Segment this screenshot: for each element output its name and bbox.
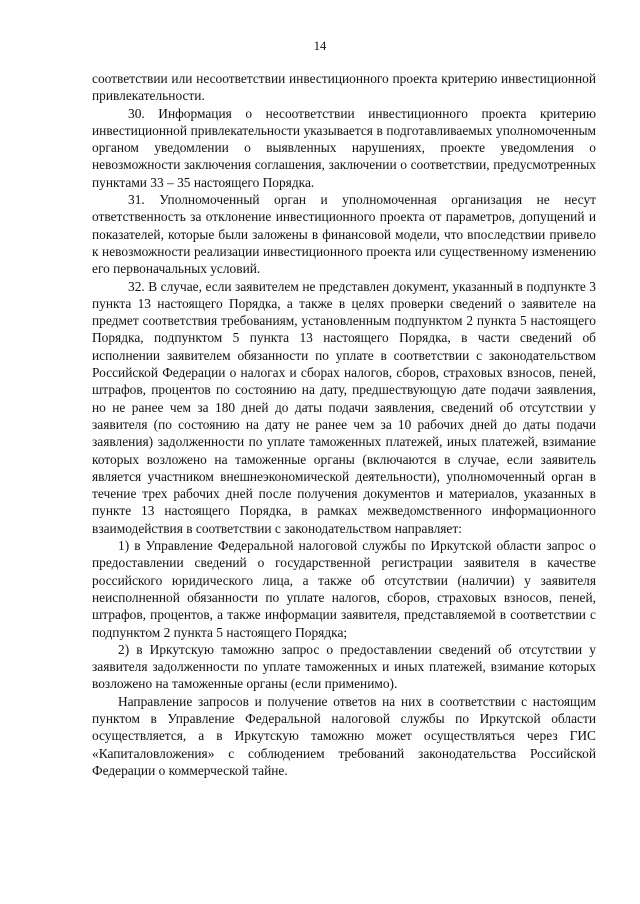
document-body [92, 70, 596, 779]
page-number: 14 [313, 39, 327, 53]
paragraph-requests: Направление запросов и получение ответов на них в соответствии с настоящим пунктом в Управление Федеральной налоговой службы по Иркутской области осуществляется, а в Иркутскую таможню может осуществляться через ГИС «Капиталовложения» с соблюдением требований законодательства Российской Федерации о коммерческой тайне. [92, 693, 596, 778]
subparagraph-2: 2) в Иркутскую таможню запрос о предоставлении сведений об отсутствии у заявителя задолженности по уплате таможенных и иных платежей, взимание которых возложено на таможенные органы (если применимо). [92, 641, 596, 692]
paragraph-continuation: соответствии или несоответствии инвестиционного проекта критерию инвестиционной привлекательности. [92, 71, 596, 104]
paragraph-30: 30. Информация о несоответствии инвестиционного проекта критерию инвестиционной привлекательности указывается в подготавливаемых уполномоченным органом уведомлении о выявленных нарушениях, проекте уведомления о невозможности заключения соглашения, заключении о соответствии, предусмотренных пунктами 33 – 35 настоящего Порядка. [92, 105, 596, 190]
paragraph-31: 31. Уполномоченный орган и уполномоченная организация не несут ответственность за отклонение инвестиционного проекта от параметров, допущений и показателей, которые были заложены в финансовой модели, что впоследствии привело к невозможности реализации инвестиционного проекта или существенному изменению его первоначальных условий. [92, 192, 596, 277]
subparagraph-1: 1) в Управление Федеральной налоговой службы по Иркутской области запрос о предоставлении сведений о государственной регистрации заявителя в качестве российского юридического лица, а также об отсутствии (наличии) у заявителя неисполненной обязанности по уплате налогов, сборов, страховых взносов, пеней, штрафов, процентов, а также информации заявителя, представляемой в соответствии с подпунктом 2 пункта 5 настоящего Порядка; [92, 538, 596, 640]
paragraph-32: 32. В случае, если заявителем не представлен документ, указанный в подпункте 3 пункта 13 настоящего Порядка, а также в целях проверки сведений о заявителе на предмет соответствия требованиям, установленным подпунктом 2 пункта 5 настоящего Порядка, подпунктом 5 пункта 13 настоящего Порядка, в части сведений об исполнении заявителем обязанности по уплате в соответствии с законодательством Российской Федерации о налогах и сборах налогов, сборов, страховых взносов, пеней, штрафов, процентов по состоянию на дату, предшествующую дате подачи заявления, но не ранее чем за 180 дней до даты подачи заявления, сведений об отсутствии у заявителя (по состоянию на дату не ранее чем за 10 рабочих дней до даты подачи заявления) задолженности по уплате таможенных платежей, иных платежей, взимание которых возложено на таможенные органы (включаются в случае, если заявитель является участником внешнеэкономической деятельности), уполномоченный орган в течение трех рабочих дней после получения документов и материалов, указанных в пункте 13 настоящего Порядка, в рамках межведомственного информационного взаимодействия в соответствии с законодательством направляет: [92, 278, 596, 536]
